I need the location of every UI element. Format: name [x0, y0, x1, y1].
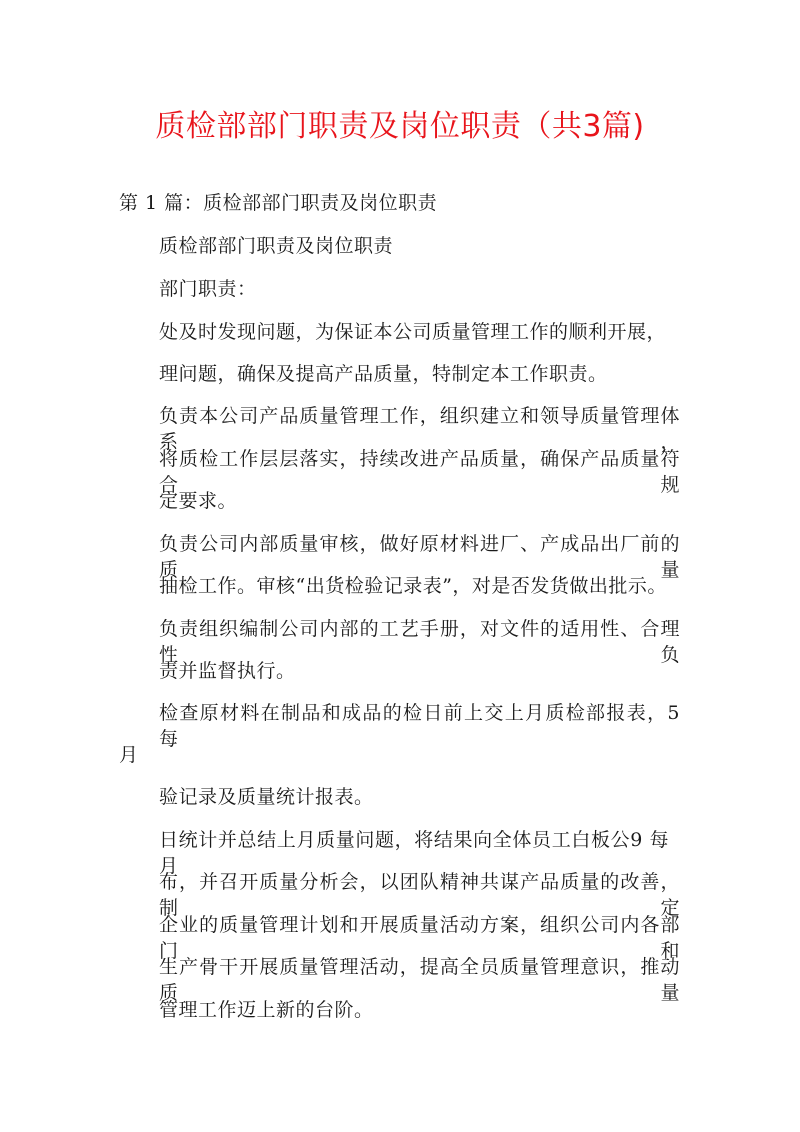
paragraph-line: 管理工作迈上新的台阶。 — [159, 999, 374, 1021]
paragraph-line: 企业的质量管理计划和开展质量活动方案，组织公司内各部门和 — [159, 914, 680, 962]
paragraph-line: 生产骨干开展质量管理活动，提高全员质量管理意识，推动质量 — [159, 956, 680, 1004]
paragraph-line: 定要求。 — [159, 490, 238, 512]
paragraph-line: 理问题，确保及提高产品质量，特制定本工作职责。 — [159, 363, 608, 385]
paragraph-line: 布，并召开质量分析会，以团队精神共谋产品质量的改善，制定 — [159, 871, 680, 919]
paragraph-line: 月 — [119, 744, 139, 766]
paragraph-line: 责并监督执行。 — [159, 660, 296, 682]
paragraph-line: 负责组织编制公司内部的工艺手册，对文件的适用性、合理性负 — [159, 618, 680, 666]
paragraph-line: 验记录及质量统计报表。 — [159, 786, 374, 808]
paragraph-line: 负责公司内部质量审核，做好原材料进厂、产成品出厂前的质量 — [159, 533, 680, 581]
paragraph-line: 质检部部门职责及岗位职责 — [159, 235, 394, 257]
paragraph-line: 抽检工作。审核“出货检验记录表”，对是否发货做出批示。 — [159, 575, 667, 597]
paragraph-line: 处及时发现问题，为保证本公司质量管理工作的顺利开展， — [159, 321, 667, 343]
paragraph-line: 部门职责： — [159, 278, 257, 300]
document-title: 质检部部门职责及岗位职责（共3篇) — [155, 109, 645, 144]
paragraph-line: 日统计并总结上月质量问题，将结果向全体员工白板公9 每月 — [159, 829, 669, 877]
paragraph-line: 负责本公司产品质量管理工作，组织建立和领导质量管理体系， — [159, 405, 680, 453]
paragraph-line: 检查原材料在制品和成品的检日前上交上月质检部报表，5 每 — [159, 702, 680, 750]
section-heading: 第 1 篇：质检部部门职责及岗位职责 — [119, 192, 438, 214]
paragraph-line: 将质检工作层层落实，持续改进产品质量，确保产品质量符合规 — [159, 448, 680, 496]
